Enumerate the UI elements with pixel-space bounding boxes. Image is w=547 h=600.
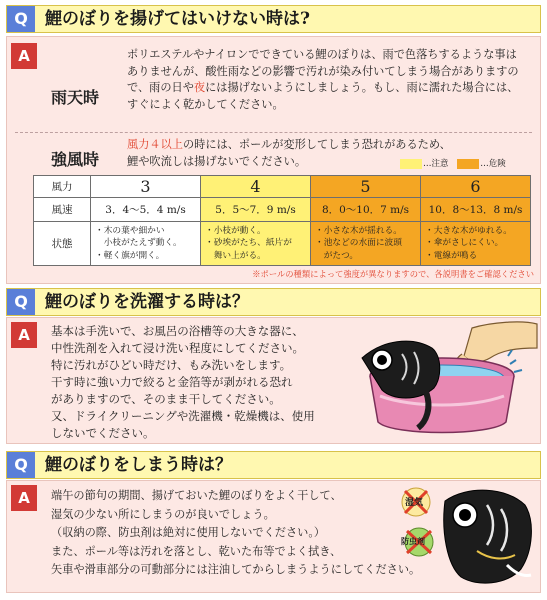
qa-section-flying: [6, 5, 541, 284]
force-cell: 6: [421, 176, 531, 198]
a-badge: A: [11, 485, 37, 511]
speed-cell: 8．0〜10．7 m/s: [311, 198, 421, 222]
force-cell: 5: [311, 176, 421, 198]
highlight-force4: 風力４以上: [127, 138, 183, 151]
question-bar: [6, 288, 541, 316]
rain-line: [127, 80, 519, 97]
state-line: ・軽く旗が開く。: [95, 250, 165, 261]
storage-text: [51, 487, 420, 580]
speed-cell: 3．4〜5．4 m/s: [91, 198, 201, 222]
rain-line: ポリエステルやナイロンでできている鯉のぼりは、雨で色落ちするような事は: [127, 48, 517, 61]
storage-line: （収納の際、防虫剤は絶対に使用しないでください。）: [51, 526, 326, 539]
state-line: ・大きな木がゆれる。: [425, 225, 512, 236]
repellent-icon: [399, 525, 439, 559]
a-badge: A: [11, 322, 37, 348]
storage-line: 端午の節句の期間、揚げておいた鯉のぼりをよく干して、: [51, 489, 342, 502]
q-badge: Q: [7, 452, 35, 478]
row-header-state: 状態: [34, 222, 91, 266]
caution-swatch: [400, 159, 422, 169]
storage-line: 矢車や滑車部分の可動部分には注油してからしまうようにしてください。: [51, 563, 421, 576]
state-cell: [201, 222, 311, 266]
question-title: 鯉のぼりをしまう時は？: [45, 455, 232, 475]
storage-line: 湿気の少ない所にしまうのが良いでしょう。: [51, 507, 275, 521]
humidity-icon: [399, 485, 433, 519]
answer-body: [6, 36, 541, 284]
state-line: ・小さな木が揺れる。: [315, 225, 402, 236]
state-line: ・小枝が動く。: [205, 225, 266, 236]
legend-danger: …危険: [480, 159, 506, 169]
state-cell: [91, 222, 201, 266]
table-row: [34, 198, 531, 222]
rain-line: ありませんが、酸性雨などの影響で汚れが染み付いてしまう場合がありますの: [127, 64, 519, 78]
rain-text: [127, 47, 519, 113]
question-title: 鯉のぼりを洗濯する時は？: [45, 292, 249, 312]
speed-cell: 10．8〜13．8 m/s: [421, 198, 531, 222]
row-header-force: 風力: [34, 176, 91, 198]
speed-cell: 5．5〜7．9 m/s: [201, 198, 311, 222]
folded-koi-illustration: [437, 481, 537, 591]
repellent-label: 防虫剤: [401, 536, 425, 546]
state-line: ・砂埃がたち、紙片が: [205, 238, 292, 249]
row-header-speed: 風速: [34, 198, 91, 222]
danger-swatch: [457, 159, 479, 169]
a-badge: A: [11, 43, 37, 69]
washing-line: 基本は手洗いで、お風呂の浴槽等の大きな器に、: [51, 324, 304, 338]
force-cell: 4: [201, 176, 311, 198]
washing-line: 中性洗剤を入れて浸け洗い程度にしてください。: [51, 341, 304, 355]
washing-line: 特に汚れがひどい時だけ、もみ洗いをします。: [51, 358, 292, 372]
state-cell: [421, 222, 531, 266]
washing-line: 又、ドライクリーニングや洗濯機・乾燥機は、使用: [51, 409, 315, 423]
answer-body: [6, 317, 541, 444]
rain-heading: 雨天時: [51, 88, 100, 107]
humidity-label: 湿気: [405, 498, 424, 508]
state-line: ・池などの水面に波頭: [315, 238, 402, 249]
storage-line: また、ポール等は汚れを落とし、乾いた布等でよく拭き、: [51, 544, 342, 558]
state-line: 小枝がたえず動く。: [95, 238, 182, 249]
wind-line: [127, 137, 451, 154]
washing-line: 干す時に強い力で絞ると金箔等が剥がれる恐れ: [51, 375, 293, 389]
table-row: [34, 222, 531, 266]
state-line: 舞い上がる。: [205, 250, 266, 261]
legend-caution: …注意: [423, 159, 449, 169]
state-line: がたつ。: [315, 250, 359, 261]
washing-illustration: [352, 318, 538, 442]
washing-line: しないでください。: [51, 426, 155, 440]
qa-section-storage: [6, 451, 541, 593]
state-line: ・電線が鳴る: [425, 250, 478, 261]
answer-body: [6, 480, 541, 593]
washing-text: [51, 323, 315, 442]
legend: [400, 157, 506, 169]
wind-heading: 強風時: [51, 150, 100, 169]
wind-line-part: の時には、ポールが変形してしまう恐れがあるため、: [182, 138, 451, 151]
state-cell: [311, 222, 421, 266]
state-line: ・傘がさしにくい。: [425, 238, 504, 249]
q-badge: Q: [7, 289, 35, 315]
divider: [15, 132, 532, 133]
pole-note: ※ポールの種類によって強度が異なりますので、各説明書をご確認ください: [252, 269, 534, 279]
wind-scale-table: [33, 175, 531, 266]
qa-section-washing: [6, 288, 541, 444]
wind-line: 鯉や吹流しは揚げないでください。: [127, 154, 307, 168]
highlight-night: 夜: [193, 81, 206, 95]
washing-line: がありますので、そのまま干してください。: [51, 392, 281, 406]
force-cell: 3: [91, 176, 201, 198]
question-bar: [6, 451, 541, 479]
rain-line-part: で、雨の日や: [127, 81, 194, 95]
table-row: [34, 176, 531, 198]
question-bar: [6, 5, 541, 33]
q-badge: Q: [7, 6, 35, 32]
state-line: ・木の葉や細かい: [95, 225, 165, 236]
rain-line: すぐによく乾かしてください。: [127, 97, 284, 111]
question-title: 鯉のぼりを揚げてはいけない時は?: [45, 9, 310, 29]
rain-line-part: には揚げないようにしましょう。もし、雨に濡れた場合には、: [205, 81, 519, 95]
